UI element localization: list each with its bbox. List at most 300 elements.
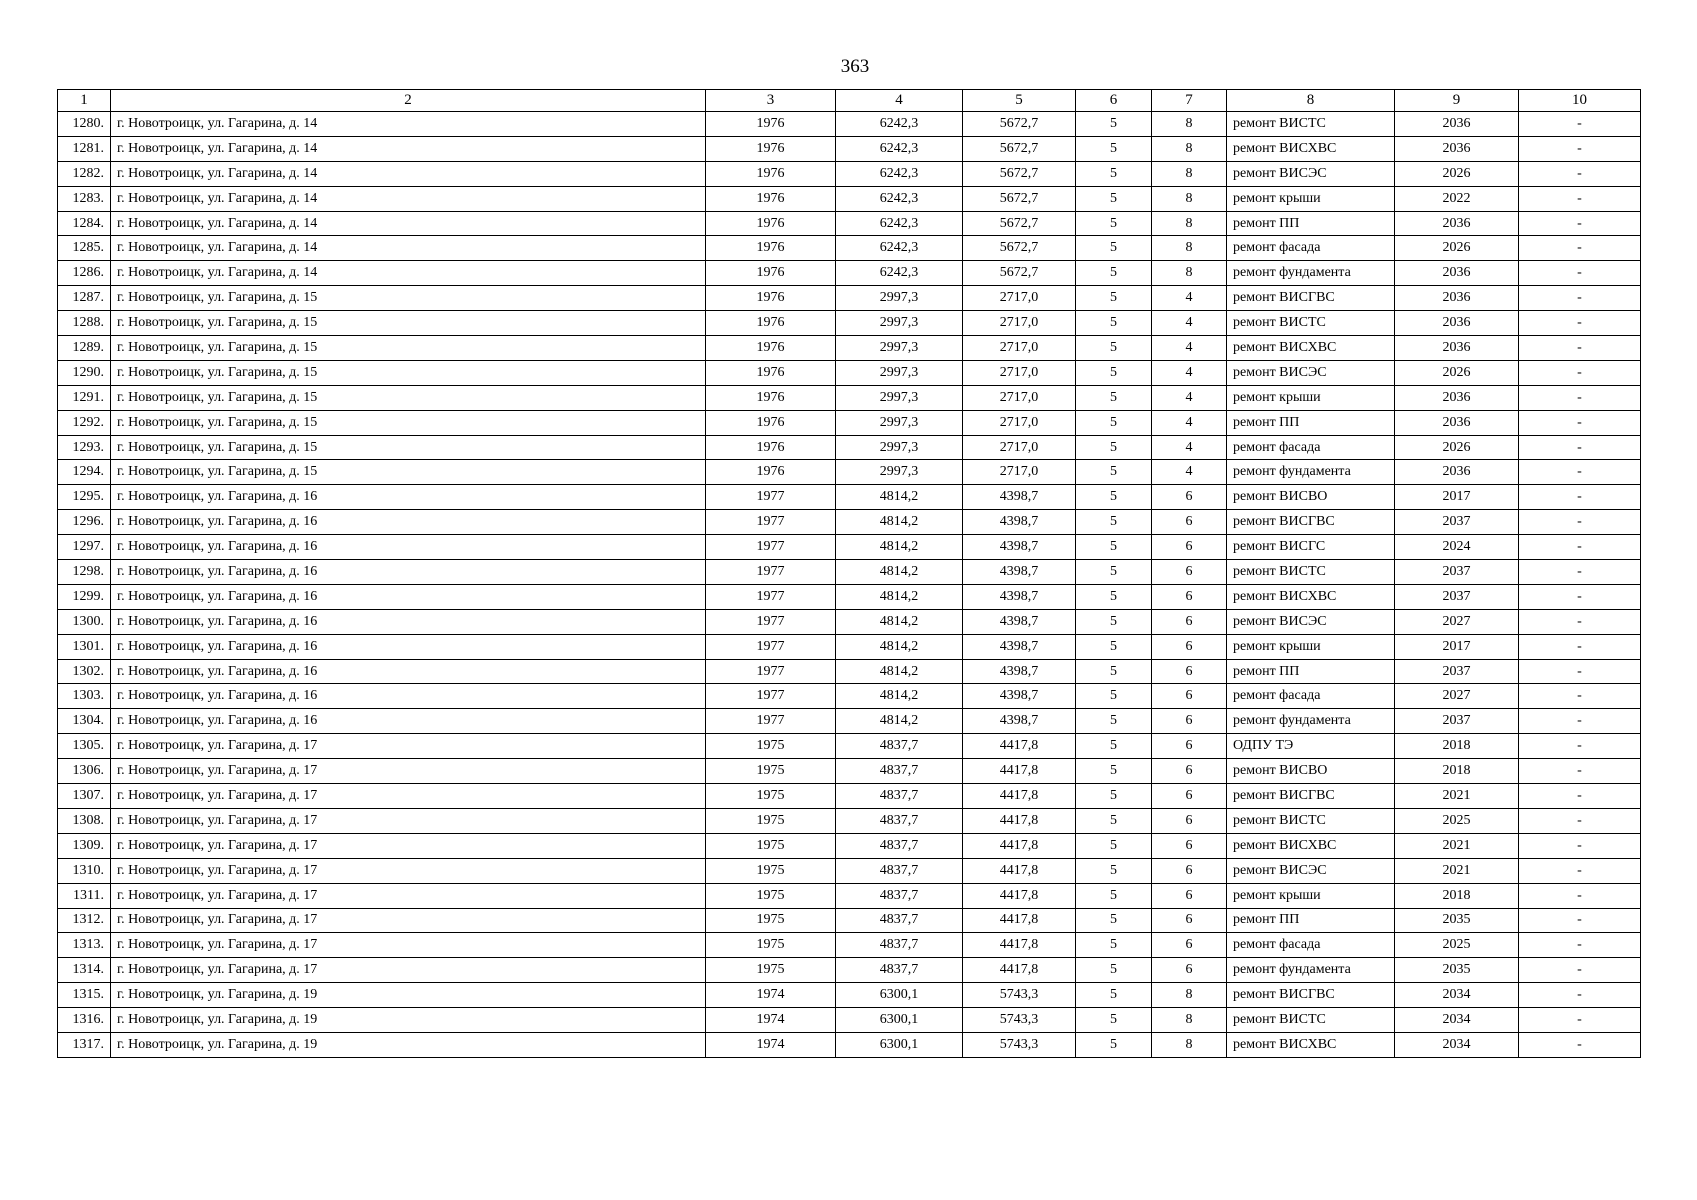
- note-cell: -: [1519, 858, 1641, 883]
- planned-year-cell: 2018: [1395, 883, 1519, 908]
- total-area-cell: 4837,7: [836, 908, 963, 933]
- column-header: 5: [963, 90, 1076, 112]
- row-number-cell: 1311.: [58, 883, 111, 908]
- floors-cell: 5: [1076, 510, 1152, 535]
- note-cell: -: [1519, 535, 1641, 560]
- living-area-cell: 5672,7: [963, 211, 1076, 236]
- living-area-cell: 2717,0: [963, 385, 1076, 410]
- note-cell: -: [1519, 261, 1641, 286]
- total-area-cell: 4814,2: [836, 584, 963, 609]
- total-area-cell: 6242,3: [836, 136, 963, 161]
- floors-cell: 5: [1076, 360, 1152, 385]
- floors-cell: 5: [1076, 784, 1152, 809]
- column-header: 7: [1152, 90, 1227, 112]
- floors-cell: 5: [1076, 958, 1152, 983]
- entrances-cell: 6: [1152, 784, 1227, 809]
- column-header: 3: [706, 90, 836, 112]
- year-cell: 1975: [706, 908, 836, 933]
- living-area-cell: 4417,8: [963, 933, 1076, 958]
- row-number-cell: 1294.: [58, 460, 111, 485]
- note-cell: -: [1519, 385, 1641, 410]
- entrances-cell: 4: [1152, 336, 1227, 361]
- planned-year-cell: 2025: [1395, 933, 1519, 958]
- address-cell: г. Новотроицк, ул. Гагарина, д. 19: [111, 1008, 706, 1033]
- entrances-cell: 8: [1152, 1032, 1227, 1057]
- entrances-cell: 8: [1152, 983, 1227, 1008]
- work-type-cell: ремонт фундамента: [1227, 261, 1395, 286]
- entrances-cell: 6: [1152, 634, 1227, 659]
- table-row: [58, 385, 1641, 410]
- year-cell: 1977: [706, 584, 836, 609]
- address-cell: г. Новотроицк, ул. Гагарина, д. 14: [111, 112, 706, 137]
- planned-year-cell: 2021: [1395, 784, 1519, 809]
- year-cell: 1974: [706, 1008, 836, 1033]
- row-number-cell: 1316.: [58, 1008, 111, 1033]
- address-cell: г. Новотроицк, ул. Гагарина, д. 15: [111, 385, 706, 410]
- address-cell: г. Новотроицк, ул. Гагарина, д. 16: [111, 709, 706, 734]
- entrances-cell: 6: [1152, 908, 1227, 933]
- total-area-cell: 4814,2: [836, 560, 963, 585]
- row-number-cell: 1301.: [58, 634, 111, 659]
- living-area-cell: 4398,7: [963, 510, 1076, 535]
- year-cell: 1975: [706, 858, 836, 883]
- work-type-cell: ремонт ВИСТС: [1227, 808, 1395, 833]
- living-area-cell: 5743,3: [963, 1008, 1076, 1033]
- table-row: [58, 933, 1641, 958]
- year-cell: 1977: [706, 684, 836, 709]
- row-number-cell: 1302.: [58, 659, 111, 684]
- floors-cell: 5: [1076, 136, 1152, 161]
- work-type-cell: ремонт фасада: [1227, 435, 1395, 460]
- repair-registry-table: [57, 89, 1641, 1058]
- note-cell: -: [1519, 435, 1641, 460]
- living-area-cell: 5672,7: [963, 161, 1076, 186]
- year-cell: 1975: [706, 734, 836, 759]
- table-row: [58, 784, 1641, 809]
- row-number-cell: 1317.: [58, 1032, 111, 1057]
- row-number-cell: 1281.: [58, 136, 111, 161]
- table-row: [58, 759, 1641, 784]
- planned-year-cell: 2021: [1395, 858, 1519, 883]
- entrances-cell: 6: [1152, 933, 1227, 958]
- table-row: [58, 684, 1641, 709]
- total-area-cell: 4837,7: [836, 958, 963, 983]
- total-area-cell: 2997,3: [836, 360, 963, 385]
- address-cell: г. Новотроицк, ул. Гагарина, д. 15: [111, 360, 706, 385]
- table-row: [58, 136, 1641, 161]
- work-type-cell: ремонт ВИСЭС: [1227, 858, 1395, 883]
- planned-year-cell: 2021: [1395, 833, 1519, 858]
- living-area-cell: 4398,7: [963, 684, 1076, 709]
- entrances-cell: 6: [1152, 485, 1227, 510]
- work-type-cell: ремонт ПП: [1227, 410, 1395, 435]
- address-cell: г. Новотроицк, ул. Гагарина, д. 15: [111, 336, 706, 361]
- entrances-cell: 6: [1152, 858, 1227, 883]
- note-cell: -: [1519, 136, 1641, 161]
- living-area-cell: 4417,8: [963, 883, 1076, 908]
- floors-cell: 5: [1076, 584, 1152, 609]
- floors-cell: 5: [1076, 535, 1152, 560]
- address-cell: г. Новотроицк, ул. Гагарина, д. 16: [111, 535, 706, 560]
- total-area-cell: 4814,2: [836, 634, 963, 659]
- entrances-cell: 6: [1152, 584, 1227, 609]
- living-area-cell: 4398,7: [963, 584, 1076, 609]
- address-cell: г. Новотроицк, ул. Гагарина, д. 17: [111, 933, 706, 958]
- entrances-cell: 8: [1152, 261, 1227, 286]
- work-type-cell: ремонт крыши: [1227, 883, 1395, 908]
- living-area-cell: 4398,7: [963, 709, 1076, 734]
- note-cell: -: [1519, 958, 1641, 983]
- year-cell: 1974: [706, 1032, 836, 1057]
- address-cell: г. Новотроицк, ул. Гагарина, д. 14: [111, 136, 706, 161]
- total-area-cell: 4837,7: [836, 933, 963, 958]
- row-number-cell: 1308.: [58, 808, 111, 833]
- address-cell: г. Новотроицк, ул. Гагарина, д. 17: [111, 883, 706, 908]
- work-type-cell: ремонт ВИСГВС: [1227, 784, 1395, 809]
- address-cell: г. Новотроицк, ул. Гагарина, д. 19: [111, 983, 706, 1008]
- total-area-cell: 6300,1: [836, 1032, 963, 1057]
- entrances-cell: 6: [1152, 709, 1227, 734]
- floors-cell: 5: [1076, 883, 1152, 908]
- entrances-cell: 8: [1152, 112, 1227, 137]
- table-row: [58, 958, 1641, 983]
- work-type-cell: ремонт ВИСГВС: [1227, 286, 1395, 311]
- living-area-cell: 5743,3: [963, 983, 1076, 1008]
- row-number-cell: 1288.: [58, 311, 111, 336]
- living-area-cell: 4417,8: [963, 908, 1076, 933]
- table-row: [58, 485, 1641, 510]
- planned-year-cell: 2035: [1395, 958, 1519, 983]
- note-cell: -: [1519, 684, 1641, 709]
- work-type-cell: ремонт ПП: [1227, 659, 1395, 684]
- table-row: [58, 410, 1641, 435]
- living-area-cell: 2717,0: [963, 360, 1076, 385]
- year-cell: 1976: [706, 261, 836, 286]
- address-cell: г. Новотроицк, ул. Гагарина, д. 16: [111, 609, 706, 634]
- total-area-cell: 4814,2: [836, 485, 963, 510]
- address-cell: г. Новотроицк, ул. Гагарина, д. 19: [111, 1032, 706, 1057]
- entrances-cell: 6: [1152, 684, 1227, 709]
- living-area-cell: 2717,0: [963, 410, 1076, 435]
- planned-year-cell: 2027: [1395, 609, 1519, 634]
- year-cell: 1976: [706, 211, 836, 236]
- row-number-cell: 1282.: [58, 161, 111, 186]
- entrances-cell: 4: [1152, 410, 1227, 435]
- entrances-cell: 6: [1152, 609, 1227, 634]
- work-type-cell: ремонт ВИСХВС: [1227, 136, 1395, 161]
- row-number-cell: 1314.: [58, 958, 111, 983]
- column-header: 9: [1395, 90, 1519, 112]
- row-number-cell: 1304.: [58, 709, 111, 734]
- planned-year-cell: 2022: [1395, 186, 1519, 211]
- table-row: [58, 360, 1641, 385]
- total-area-cell: 6300,1: [836, 983, 963, 1008]
- planned-year-cell: 2026: [1395, 435, 1519, 460]
- floors-cell: 5: [1076, 1032, 1152, 1057]
- row-number-cell: 1305.: [58, 734, 111, 759]
- note-cell: -: [1519, 161, 1641, 186]
- note-cell: -: [1519, 286, 1641, 311]
- year-cell: 1977: [706, 510, 836, 535]
- address-cell: г. Новотроицк, ул. Гагарина, д. 16: [111, 634, 706, 659]
- total-area-cell: 4837,7: [836, 808, 963, 833]
- note-cell: -: [1519, 659, 1641, 684]
- address-cell: г. Новотроицк, ул. Гагарина, д. 17: [111, 808, 706, 833]
- planned-year-cell: 2037: [1395, 584, 1519, 609]
- floors-cell: 5: [1076, 759, 1152, 784]
- living-area-cell: 4398,7: [963, 634, 1076, 659]
- floors-cell: 5: [1076, 933, 1152, 958]
- note-cell: -: [1519, 186, 1641, 211]
- year-cell: 1977: [706, 709, 836, 734]
- living-area-cell: 5672,7: [963, 236, 1076, 261]
- work-type-cell: ремонт фасада: [1227, 684, 1395, 709]
- entrances-cell: 6: [1152, 808, 1227, 833]
- entrances-cell: 4: [1152, 311, 1227, 336]
- note-cell: -: [1519, 360, 1641, 385]
- total-area-cell: 6242,3: [836, 112, 963, 137]
- column-header: 2: [111, 90, 706, 112]
- note-cell: -: [1519, 336, 1641, 361]
- planned-year-cell: 2034: [1395, 983, 1519, 1008]
- row-number-cell: 1296.: [58, 510, 111, 535]
- planned-year-cell: 2036: [1395, 136, 1519, 161]
- address-cell: г. Новотроицк, ул. Гагарина, д. 15: [111, 311, 706, 336]
- total-area-cell: 4837,7: [836, 784, 963, 809]
- entrances-cell: 4: [1152, 460, 1227, 485]
- planned-year-cell: 2037: [1395, 709, 1519, 734]
- living-area-cell: 5672,7: [963, 112, 1076, 137]
- year-cell: 1977: [706, 535, 836, 560]
- planned-year-cell: 2027: [1395, 684, 1519, 709]
- year-cell: 1976: [706, 360, 836, 385]
- work-type-cell: ремонт ВИСХВС: [1227, 584, 1395, 609]
- note-cell: -: [1519, 236, 1641, 261]
- note-cell: -: [1519, 485, 1641, 510]
- row-number-cell: 1307.: [58, 784, 111, 809]
- planned-year-cell: 2037: [1395, 510, 1519, 535]
- address-cell: г. Новотроицк, ул. Гагарина, д. 14: [111, 161, 706, 186]
- total-area-cell: 2997,3: [836, 311, 963, 336]
- living-area-cell: 4417,8: [963, 759, 1076, 784]
- floors-cell: 5: [1076, 734, 1152, 759]
- total-area-cell: 6300,1: [836, 1008, 963, 1033]
- work-type-cell: ремонт ВИСТС: [1227, 311, 1395, 336]
- living-area-cell: 5672,7: [963, 186, 1076, 211]
- year-cell: 1977: [706, 485, 836, 510]
- address-cell: г. Новотроицк, ул. Гагарина, д. 15: [111, 286, 706, 311]
- note-cell: -: [1519, 883, 1641, 908]
- column-header: 10: [1519, 90, 1641, 112]
- row-number-cell: 1283.: [58, 186, 111, 211]
- row-number-cell: 1285.: [58, 236, 111, 261]
- year-cell: 1976: [706, 136, 836, 161]
- planned-year-cell: 2018: [1395, 734, 1519, 759]
- row-number-cell: 1300.: [58, 609, 111, 634]
- floors-cell: 5: [1076, 485, 1152, 510]
- address-cell: г. Новотроицк, ул. Гагарина, д. 16: [111, 584, 706, 609]
- living-area-cell: 2717,0: [963, 460, 1076, 485]
- entrances-cell: 6: [1152, 510, 1227, 535]
- total-area-cell: 6242,3: [836, 211, 963, 236]
- year-cell: 1975: [706, 933, 836, 958]
- entrances-cell: 8: [1152, 161, 1227, 186]
- work-type-cell: ремонт ВИСГС: [1227, 535, 1395, 560]
- table-row: [58, 1008, 1641, 1033]
- total-area-cell: 2997,3: [836, 410, 963, 435]
- table-row: [58, 336, 1641, 361]
- address-cell: г. Новотроицк, ул. Гагарина, д. 14: [111, 211, 706, 236]
- work-type-cell: ремонт крыши: [1227, 385, 1395, 410]
- total-area-cell: 2997,3: [836, 460, 963, 485]
- work-type-cell: ремонт ВИСТС: [1227, 560, 1395, 585]
- entrances-cell: 6: [1152, 759, 1227, 784]
- table-row: [58, 1032, 1641, 1057]
- living-area-cell: 2717,0: [963, 435, 1076, 460]
- work-type-cell: ремонт ПП: [1227, 211, 1395, 236]
- living-area-cell: 4398,7: [963, 609, 1076, 634]
- note-cell: -: [1519, 510, 1641, 535]
- planned-year-cell: 2024: [1395, 535, 1519, 560]
- note-cell: -: [1519, 311, 1641, 336]
- floors-cell: 5: [1076, 186, 1152, 211]
- table-row: [58, 510, 1641, 535]
- work-type-cell: ремонт ПП: [1227, 908, 1395, 933]
- planned-year-cell: 2034: [1395, 1032, 1519, 1057]
- floors-cell: 5: [1076, 336, 1152, 361]
- living-area-cell: 4398,7: [963, 560, 1076, 585]
- table-header-row: [58, 90, 1641, 112]
- work-type-cell: ремонт ВИСХВС: [1227, 1032, 1395, 1057]
- entrances-cell: 6: [1152, 958, 1227, 983]
- note-cell: -: [1519, 634, 1641, 659]
- entrances-cell: 8: [1152, 236, 1227, 261]
- row-number-cell: 1313.: [58, 933, 111, 958]
- table-row: [58, 584, 1641, 609]
- planned-year-cell: 2026: [1395, 161, 1519, 186]
- table-row: [58, 460, 1641, 485]
- planned-year-cell: 2036: [1395, 286, 1519, 311]
- column-header: 4: [836, 90, 963, 112]
- floors-cell: 5: [1076, 983, 1152, 1008]
- planned-year-cell: 2017: [1395, 485, 1519, 510]
- planned-year-cell: 2037: [1395, 659, 1519, 684]
- living-area-cell: 2717,0: [963, 286, 1076, 311]
- note-cell: -: [1519, 983, 1641, 1008]
- note-cell: -: [1519, 1008, 1641, 1033]
- table-row: [58, 983, 1641, 1008]
- planned-year-cell: 2034: [1395, 1008, 1519, 1033]
- row-number-cell: 1280.: [58, 112, 111, 137]
- planned-year-cell: 2036: [1395, 385, 1519, 410]
- floors-cell: 5: [1076, 858, 1152, 883]
- address-cell: г. Новотроицк, ул. Гагарина, д. 17: [111, 858, 706, 883]
- year-cell: 1976: [706, 410, 836, 435]
- planned-year-cell: 2036: [1395, 410, 1519, 435]
- entrances-cell: 6: [1152, 535, 1227, 560]
- total-area-cell: 4814,2: [836, 510, 963, 535]
- planned-year-cell: 2026: [1395, 360, 1519, 385]
- work-type-cell: ремонт ВИСХВС: [1227, 336, 1395, 361]
- total-area-cell: 6242,3: [836, 186, 963, 211]
- entrances-cell: 4: [1152, 385, 1227, 410]
- row-number-cell: 1295.: [58, 485, 111, 510]
- total-area-cell: 4837,7: [836, 759, 963, 784]
- living-area-cell: 4398,7: [963, 659, 1076, 684]
- note-cell: -: [1519, 211, 1641, 236]
- table-row: [58, 709, 1641, 734]
- living-area-cell: 4417,8: [963, 958, 1076, 983]
- note-cell: -: [1519, 709, 1641, 734]
- year-cell: 1976: [706, 435, 836, 460]
- planned-year-cell: 2025: [1395, 808, 1519, 833]
- row-number-cell: 1309.: [58, 833, 111, 858]
- total-area-cell: 2997,3: [836, 435, 963, 460]
- address-cell: г. Новотроицк, ул. Гагарина, д. 17: [111, 759, 706, 784]
- total-area-cell: 4837,7: [836, 833, 963, 858]
- table-row: [58, 734, 1641, 759]
- table-row: [58, 833, 1641, 858]
- entrances-cell: 8: [1152, 186, 1227, 211]
- floors-cell: 5: [1076, 435, 1152, 460]
- table-row: [58, 634, 1641, 659]
- work-type-cell: ремонт ВИСЭС: [1227, 161, 1395, 186]
- page-number: 363: [840, 56, 870, 77]
- planned-year-cell: 2036: [1395, 336, 1519, 361]
- note-cell: -: [1519, 933, 1641, 958]
- floors-cell: 5: [1076, 609, 1152, 634]
- year-cell: 1976: [706, 186, 836, 211]
- planned-year-cell: 2018: [1395, 759, 1519, 784]
- address-cell: г. Новотроицк, ул. Гагарина, д. 15: [111, 410, 706, 435]
- row-number-cell: 1303.: [58, 684, 111, 709]
- table-row: [58, 435, 1641, 460]
- total-area-cell: 2997,3: [836, 336, 963, 361]
- floors-cell: 5: [1076, 236, 1152, 261]
- year-cell: 1976: [706, 460, 836, 485]
- table-row: [58, 112, 1641, 137]
- total-area-cell: 6242,3: [836, 161, 963, 186]
- year-cell: 1975: [706, 784, 836, 809]
- work-type-cell: ремонт ВИСВО: [1227, 485, 1395, 510]
- note-cell: -: [1519, 784, 1641, 809]
- table-body: [58, 112, 1641, 1058]
- row-number-cell: 1289.: [58, 336, 111, 361]
- address-cell: г. Новотроицк, ул. Гагарина, д. 16: [111, 560, 706, 585]
- floors-cell: 5: [1076, 460, 1152, 485]
- note-cell: -: [1519, 833, 1641, 858]
- table-row: [58, 286, 1641, 311]
- note-cell: -: [1519, 584, 1641, 609]
- planned-year-cell: 2026: [1395, 236, 1519, 261]
- row-number-cell: 1297.: [58, 535, 111, 560]
- work-type-cell: ОДПУ ТЭ: [1227, 734, 1395, 759]
- year-cell: 1976: [706, 311, 836, 336]
- address-cell: г. Новотроицк, ул. Гагарина, д. 15: [111, 460, 706, 485]
- column-header: 8: [1227, 90, 1395, 112]
- address-cell: г. Новотроицк, ул. Гагарина, д. 17: [111, 908, 706, 933]
- table-row: [58, 560, 1641, 585]
- work-type-cell: ремонт ВИСТС: [1227, 1008, 1395, 1033]
- address-cell: г. Новотроицк, ул. Гагарина, д. 16: [111, 485, 706, 510]
- planned-year-cell: 2036: [1395, 211, 1519, 236]
- living-area-cell: 4417,8: [963, 833, 1076, 858]
- living-area-cell: 5672,7: [963, 261, 1076, 286]
- floors-cell: 5: [1076, 634, 1152, 659]
- table-row: [58, 858, 1641, 883]
- floors-cell: 5: [1076, 808, 1152, 833]
- year-cell: 1977: [706, 560, 836, 585]
